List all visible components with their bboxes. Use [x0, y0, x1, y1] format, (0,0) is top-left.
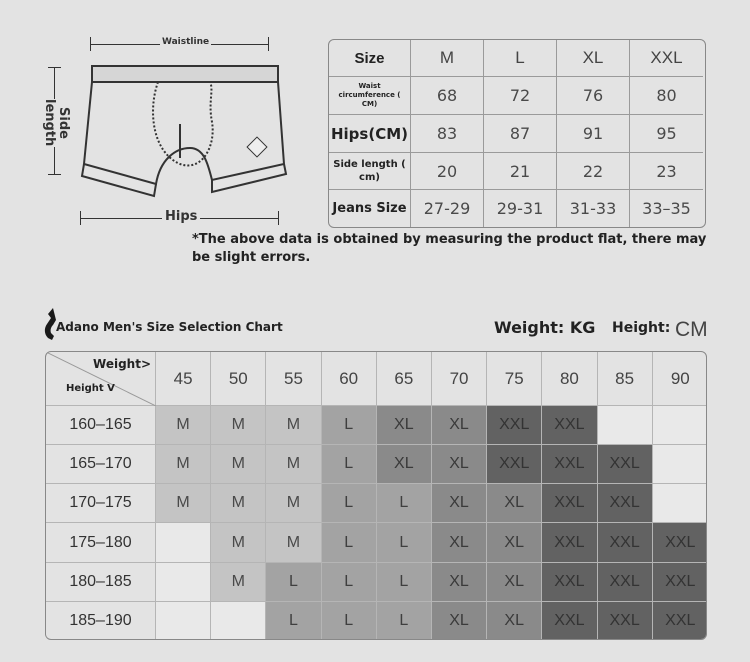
size-recommendation-cell: [653, 406, 707, 445]
weight-column-header: 80: [542, 352, 597, 406]
size-table-value: 31-33: [557, 190, 630, 227]
size-recommendation-cell: L: [322, 523, 377, 562]
measurement-note: *The above data is obtained by measuring the product flat, there may be slight errors.: [192, 232, 707, 265]
size-recommendation-cell: L: [322, 563, 377, 602]
size-recommendation-cell: XL: [377, 445, 432, 484]
size-row-label: Side length ( cm): [329, 153, 411, 190]
size-table-value: 68: [411, 77, 484, 115]
size-row-label: Jeans Size: [329, 190, 411, 227]
hips-cap-left: [80, 211, 81, 225]
height-row-label: 170–175: [46, 484, 156, 523]
hips-cap-right: [278, 211, 279, 225]
size-table-value: 72: [484, 77, 557, 115]
size-recommendation-cell: XL: [432, 484, 487, 523]
height-row-label: 185–190: [46, 602, 156, 640]
height-row-label: 180–185: [46, 563, 156, 602]
side-length-text: Side length: [42, 99, 71, 147]
size-table-value: 23: [630, 153, 703, 190]
label-patch-icon: [247, 137, 267, 157]
size-header-label: Size: [329, 40, 411, 77]
size-recommendation-cell: XXL: [487, 445, 542, 484]
weight-column-header: 70: [432, 352, 487, 406]
size-recommendation-cell: XL: [487, 602, 542, 640]
size-table-value: 91: [557, 115, 630, 153]
side-length-label: [40, 98, 70, 148]
size-recommendation-cell: XXL: [542, 602, 597, 640]
size-recommendation-cell: XXL: [653, 602, 707, 640]
size-column-header: M: [411, 40, 484, 77]
size-table-value: 22: [557, 153, 630, 190]
size-recommendation-cell: XXL: [598, 484, 653, 523]
size-table-value: 20: [411, 153, 484, 190]
size-recommendation-cell: L: [266, 602, 321, 640]
size-table-value: 83: [411, 115, 484, 153]
size-recommendation-cell: M: [211, 563, 266, 602]
size-recommendation-cell: [156, 523, 211, 562]
size-recommendation-cell: XXL: [653, 523, 707, 562]
size-recommendation-cell: XL: [487, 563, 542, 602]
boxer-brief-illustration: [80, 60, 290, 200]
weight-column-header: 50: [211, 352, 266, 406]
height-row-label: 165–170: [46, 445, 156, 484]
height-row-label: 175–180: [46, 523, 156, 562]
weight-column-header: 65: [377, 352, 432, 406]
size-recommendation-cell: M: [156, 445, 211, 484]
size-recommendation-cell: XL: [432, 602, 487, 640]
height-row-label: 160–165: [46, 406, 156, 445]
size-recommendation-cell: XXL: [542, 484, 597, 523]
size-row-label: Waist circumference ( CM): [329, 77, 411, 115]
size-table-value: 21: [484, 153, 557, 190]
size-table-value: 29-31: [484, 190, 557, 227]
size-recommendation-cell: L: [377, 602, 432, 640]
size-recommendation-cell: XXL: [598, 445, 653, 484]
weight-unit-label: Weight: KG: [494, 318, 596, 337]
size-recommendation-cell: XXL: [598, 563, 653, 602]
size-recommendation-cell: [211, 602, 266, 640]
size-recommendation-cell: XXL: [598, 602, 653, 640]
size-table-value: 27-29: [411, 190, 484, 227]
size-recommendation-cell: L: [322, 602, 377, 640]
size-recommendation-cell: XXL: [542, 523, 597, 562]
side-length-cap-bottom: [48, 174, 61, 175]
size-recommendation-cell: XL: [432, 406, 487, 445]
size-table-value: 95: [630, 115, 703, 153]
size-selection-chart: [45, 351, 707, 640]
size-recommendation-cell: M: [211, 406, 266, 445]
size-recommendation-cell: XL: [377, 406, 432, 445]
weight-column-header: 75: [487, 352, 542, 406]
size-table-value: 33–35: [642, 199, 691, 218]
size-recommendation-cell: M: [266, 445, 321, 484]
weight-column-header: 60: [322, 352, 377, 406]
size-recommendation-cell: M: [156, 406, 211, 445]
size-recommendation-cell: [653, 484, 707, 523]
size-table-value: 76: [557, 77, 630, 115]
weight-column-header: 85: [598, 352, 653, 406]
side-length-cap-top: [48, 67, 61, 68]
size-column-header: XXL: [630, 40, 703, 77]
height-unit-label: CM: [675, 318, 708, 341]
size-recommendation-cell: M: [211, 523, 266, 562]
weight-column-header: 45: [156, 352, 211, 406]
waistline-cap-left: [90, 37, 91, 51]
size-recommendation-cell: M: [266, 406, 321, 445]
size-recommendation-cell: [653, 445, 707, 484]
size-row-label: Hips(CM): [329, 115, 411, 153]
size-recommendation-cell: XL: [432, 445, 487, 484]
size-recommendation-cell: XXL: [542, 445, 597, 484]
size-recommendation-cell: [156, 602, 211, 640]
size-recommendation-cell: L: [377, 563, 432, 602]
size-recommendation-cell: XL: [432, 563, 487, 602]
size-recommendation-cell: XL: [432, 523, 487, 562]
corner-height-label: Height V: [66, 383, 115, 394]
size-recommendation-cell: [156, 563, 211, 602]
size-column-header: XL: [557, 40, 630, 77]
waistline-cap-right: [268, 37, 269, 51]
size-recommendation-cell: M: [266, 523, 321, 562]
size-recommendation-cell: XXL: [598, 523, 653, 562]
chart-corner-header: [46, 352, 156, 406]
size-recommendation-cell: M: [156, 484, 211, 523]
size-recommendation-cell: L: [377, 523, 432, 562]
size-measurement-table: [328, 39, 706, 228]
size-table-value: 87: [484, 115, 557, 153]
size-recommendation-cell: XXL: [653, 563, 707, 602]
selection-chart-title: Adano Men's Size Selection Chart: [56, 320, 283, 334]
weight-column-header: 90: [653, 352, 707, 406]
size-recommendation-cell: L: [377, 484, 432, 523]
size-recommendation-cell: M: [266, 484, 321, 523]
size-table-value: 80: [630, 77, 703, 115]
size-recommendation-cell: L: [322, 484, 377, 523]
size-recommendation-cell: XXL: [487, 406, 542, 445]
size-recommendation-cell: M: [211, 484, 266, 523]
size-recommendation-cell: L: [322, 406, 377, 445]
size-recommendation-cell: L: [266, 563, 321, 602]
size-recommendation-cell: XXL: [542, 563, 597, 602]
size-recommendation-cell: XXL: [542, 406, 597, 445]
size-column-header: L: [484, 40, 557, 77]
size-recommendation-cell: XL: [487, 484, 542, 523]
waistline-label: Waistline: [162, 37, 210, 47]
corner-weight-label: Weight>: [93, 357, 151, 371]
size-recommendation-cell: XL: [487, 523, 542, 562]
hips-label: Hips: [162, 209, 200, 224]
size-recommendation-cell: [598, 406, 653, 445]
weight-column-header: 55: [266, 352, 321, 406]
height-label: Height:: [612, 320, 671, 336]
size-recommendation-cell: L: [322, 445, 377, 484]
size-recommendation-cell: M: [211, 445, 266, 484]
